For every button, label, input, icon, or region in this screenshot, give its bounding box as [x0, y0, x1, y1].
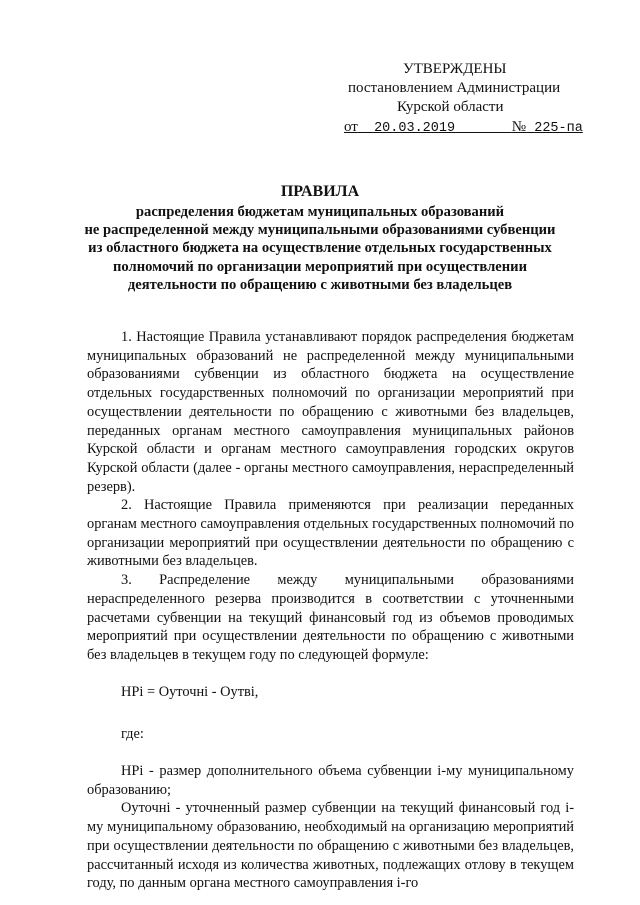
- number-prefix: №: [511, 119, 527, 135]
- approval-heading: УТВЕРЖДЕНЫ: [403, 61, 507, 77]
- where-label: где:: [121, 726, 144, 743]
- subtitle-line: не распределенной между муниципальными образованиями субвенции: [84, 222, 556, 239]
- subtitle-line: из областного бюджета на осуществление отдельных государственных: [88, 240, 552, 257]
- paragraph-1: 1. Настоящие Правила устанавливают порядок распределения бюджетам муниципальных образований не распределенной между муниципальными образованиями субвенции из областного бюджета на осуществление отдельных государственных полномочий по организации мероприятий при осуществлении деятельности по обращению с животными без владельцев, переданных органам местного самоуправления муниципальных районов Курской области и органам местного самоуправления городских округов Курской области (далее - органы местного самоуправления, нераспределенный резерв).: [87, 329, 574, 495]
- paragraph-3: 3. Распределение между муниципальными образованиями нераспределенного резерва производится в соответствии с уточненными расчетами субвенции на текущий финансовый год из объемов проводимых мероприятий при осуществлении деятельности по обращению с животными без владельцев в текущем году по следующей формуле:: [87, 572, 574, 663]
- approval-number: 225-па: [534, 121, 583, 136]
- approval-line-2: Курской области: [397, 99, 504, 115]
- date-prefix: от: [344, 119, 358, 135]
- approval-date-line: [344, 118, 583, 138]
- subtitle-line: деятельности по обращению с животными без владельцев: [127, 276, 513, 293]
- paragraph-2: 2. Настоящие Правила применяются при реализации переданных органам местного самоуправления отдельных государственных полномочий по организации мероприятий при осуществлении деятельности по обращению с животными без владельцев.: [87, 497, 574, 570]
- definition-hr: НРі - размер дополнительного объема субвенции і-му муниципальному образованию;: [87, 763, 574, 798]
- document-title: ПРАВИЛА: [280, 183, 360, 200]
- document-subtitle: [0, 203, 640, 294]
- document-body: [87, 328, 574, 893]
- subtitle-line: полномочий по организации мероприятий при осуществлении: [113, 258, 527, 275]
- subtitle-line: распределения бюджетам муниципальных образований: [135, 204, 505, 220]
- approval-line-1: постановлением Администрации: [348, 80, 561, 96]
- definition-outoch: Оуточні - уточненный размер субвенции на текущий финансовый год і-му муниципальному образованию, необходимый на организацию мероприятий при осуществлении деятельности по обращению с животными без владельцев, рассчитанный исходя из количества животных, подлежащих отлову в текущем году, по данным органа местного самоуправления і-го: [87, 800, 574, 892]
- approval-date: 20.03.2019: [374, 121, 456, 136]
- formula: НРі = Оуточні - Оутві,: [121, 683, 259, 700]
